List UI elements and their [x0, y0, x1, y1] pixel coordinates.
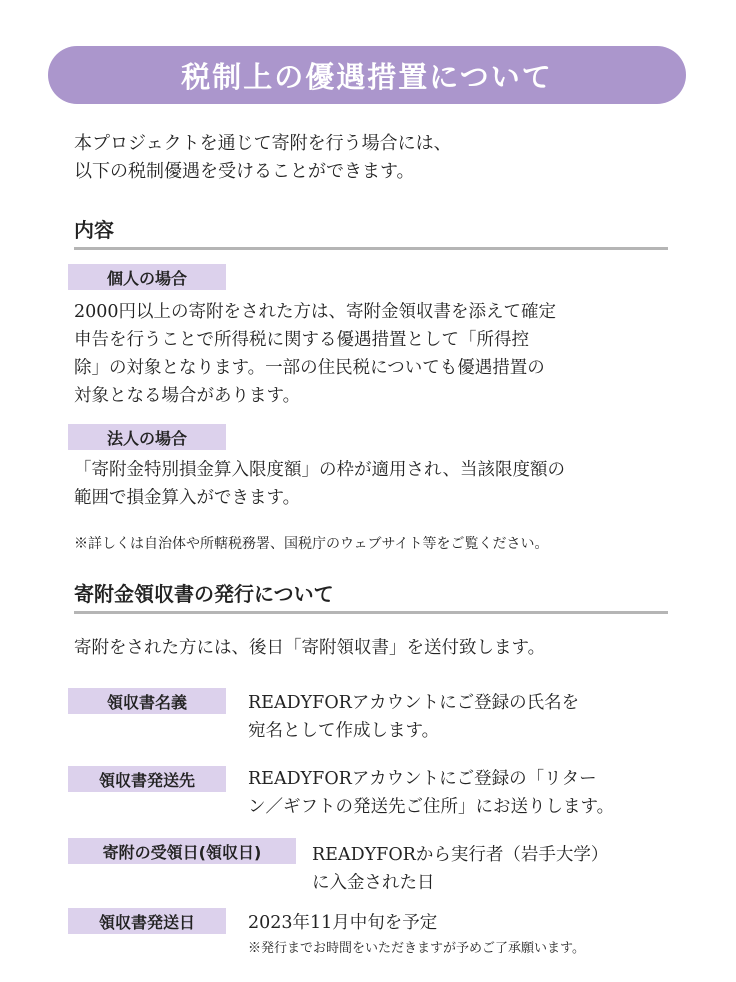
- individual-label: 個人の場合: [68, 264, 226, 290]
- receipt-date-text: [312, 841, 608, 897]
- page-title: 税制上の優遇措置について: [181, 59, 553, 94]
- receipt-name-text: [248, 689, 579, 745]
- individual-line: 対象となる場合があります。: [74, 386, 301, 406]
- receipt-date-label: 寄附の受領日(領収日): [68, 838, 296, 864]
- receipt-shipping-note: ※発行までお時間をいただきますが予めご了承願います。: [248, 941, 585, 956]
- intro-line: 本プロジェクトを通じて寄附を行う場合には、: [74, 133, 452, 154]
- corporate-line: 「寄附金特別損金算入限度額」の枠が適用され、当該限度額の: [74, 460, 566, 480]
- receipt-address-text: [248, 765, 614, 821]
- content-heading: 内容: [74, 214, 668, 250]
- receipt-name-label: 領収書名義: [68, 688, 226, 714]
- receipt-intro-line: 寄附をされた方には、後日「寄附領収書」を送付致します。: [74, 638, 546, 658]
- intro-text: [74, 130, 694, 186]
- individual-line: 除」の対象となります。一部の住民税についても優遇措置の: [74, 358, 545, 378]
- individual-line: 申告を行うことで所得税に関する優遇措置として「所得控: [74, 330, 529, 350]
- receipt-shipping-date-label: 領収書発送日: [68, 908, 226, 934]
- content-note: ※詳しくは自治体や所轄税務署、国税庁のウェブサイト等をご覧ください。: [74, 536, 549, 552]
- corporate-line: 範囲で損金算入ができます。: [74, 488, 301, 508]
- receipt-shipping-date-text: [248, 909, 437, 937]
- receipt-heading: 寄附金領収書の発行について: [74, 578, 668, 614]
- individual-line: 2000円以上の寄附をされた方は、寄附金領収書を添えて確定: [74, 302, 557, 322]
- individual-text: [74, 298, 694, 410]
- corporate-label: 法人の場合: [68, 424, 226, 450]
- receipt-intro: [74, 634, 694, 662]
- row-line: ン／ギフトの発送先ご住所」にお送りします。: [248, 797, 615, 817]
- row-line: READYFORアカウントにご登録の氏名を: [248, 693, 580, 713]
- row-line: READYFORアカウントにご登録の「リター: [248, 769, 597, 789]
- corporate-text: [74, 456, 694, 512]
- row-line: に入金された日: [312, 873, 435, 893]
- row-line: 2023年11月中旬を予定: [248, 913, 438, 933]
- receipt-address-label: 領収書発送先: [68, 766, 226, 792]
- intro-line: 以下の税制優遇を受けることができます。: [74, 161, 415, 182]
- row-line: READYFORから実行者（岩手大学）: [312, 845, 609, 865]
- title-banner: [48, 46, 686, 104]
- row-line: 宛名として作成します。: [248, 721, 440, 741]
